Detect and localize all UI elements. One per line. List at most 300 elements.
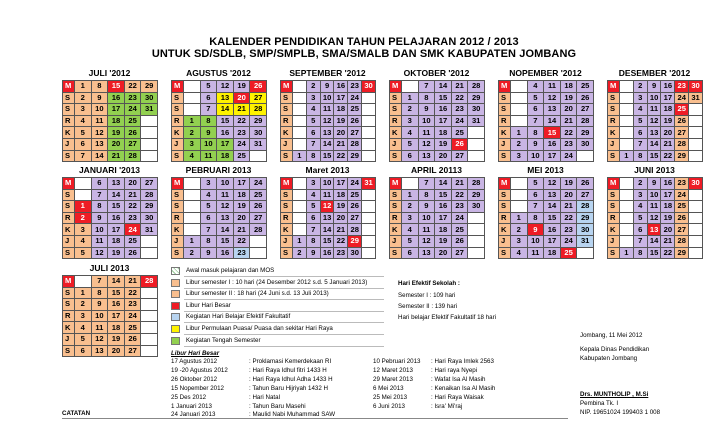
day-cell: 30 (250, 127, 267, 139)
day-cell: 8 (418, 92, 435, 104)
day-cell: 9 (306, 247, 320, 259)
day-cell: 26 (250, 81, 267, 93)
day-cell: 29 (141, 201, 158, 213)
day-cell: 14 (91, 150, 108, 162)
holiday-entry: 12 Maret 2013 (373, 366, 413, 374)
day-cell (362, 138, 376, 150)
week-row (63, 127, 158, 139)
day-cell: 1 (184, 235, 201, 247)
day-cell: 10 (418, 115, 435, 127)
day-cell: 19 (435, 235, 452, 247)
day-cell: 31 (468, 115, 485, 127)
weekday-cell: S (172, 189, 184, 201)
day-cell: 13 (418, 247, 435, 259)
day-cell: 21 (334, 224, 348, 236)
week-row (281, 92, 376, 104)
day-cell: 3 (200, 178, 217, 190)
day-cell: 4 (75, 115, 92, 127)
day-cell: 12 (418, 235, 435, 247)
day-cell (689, 115, 703, 127)
day-cell: 25 (348, 104, 362, 116)
day-cell: 2 (402, 104, 419, 116)
week-row (172, 235, 267, 247)
weekday-cell: S (172, 201, 184, 213)
month-table (62, 275, 158, 357)
legend-label: Libur semester II : 18 hari (24 Juni s.d. 13 Juli 2013) (186, 290, 329, 298)
signature-nip: NIP. 19651024 199403 1 008 (580, 409, 661, 416)
weekday-cell: K (172, 127, 184, 139)
effective-sem1: Semester I : 109 hari (398, 292, 456, 299)
weekday-cell: S (499, 201, 511, 213)
weekday-cell: K (281, 224, 293, 236)
day-cell: 16 (544, 138, 561, 150)
day-cell: 13 (217, 212, 234, 224)
day-cell: 9 (320, 81, 334, 93)
weekday-cell: R (390, 115, 402, 127)
day-cell (141, 299, 158, 311)
day-cell: 10 (320, 92, 334, 104)
day-cell: 2 (402, 201, 419, 213)
day-cell: 22 (560, 212, 577, 224)
day-cell: 17 (233, 178, 250, 190)
day-cell: 18 (661, 201, 675, 213)
holiday-entry: 24 Januari 2013 (171, 411, 216, 419)
day-cell (141, 322, 158, 334)
week-row (608, 189, 703, 201)
week-row (499, 150, 594, 162)
week-row (499, 138, 594, 150)
day-cell (620, 189, 634, 201)
day-cell: 15 (108, 287, 125, 299)
day-cell: 3 (511, 150, 528, 162)
day-cell: 15 (320, 150, 334, 162)
day-cell: 31 (362, 178, 376, 190)
week-row (390, 224, 485, 236)
day-cell: 23 (451, 104, 468, 116)
weekday-cell: S (608, 92, 620, 104)
day-cell (141, 138, 158, 150)
day-cell: 1 (511, 212, 528, 224)
holiday-entry: : Tahun Baru Masehi (249, 402, 306, 410)
weekday-cell: K (390, 224, 402, 236)
day-cell: 2 (511, 138, 528, 150)
day-cell: 4 (184, 150, 201, 162)
holiday-entry: : Maulid Nabi Muhammad SAW (249, 411, 336, 419)
month-table (280, 177, 376, 259)
day-cell (141, 247, 158, 259)
day-cell: 6 (91, 178, 108, 190)
day-cell: 7 (91, 189, 108, 201)
weekday-cell: R (608, 212, 620, 224)
weekday-cell: S (281, 104, 293, 116)
day-cell: 28 (141, 189, 158, 201)
day-cell: 10 (91, 104, 108, 116)
day-cell: 29 (468, 189, 485, 201)
day-cell: 9 (647, 178, 661, 190)
holidays-title: Libur Hari Besar (171, 350, 220, 357)
day-cell (620, 127, 634, 139)
legend-swatch (171, 313, 180, 321)
day-cell: 29 (250, 115, 267, 127)
day-cell: 26 (577, 92, 594, 104)
day-cell: 27 (577, 189, 594, 201)
day-cell: 26 (451, 138, 468, 150)
day-cell: 22 (334, 150, 348, 162)
day-cell: 5 (75, 247, 92, 259)
day-cell (689, 201, 703, 213)
holiday-entry: : Proklamasi Kemerdekaan RI (249, 358, 332, 365)
week-row (63, 115, 158, 127)
week-row (390, 104, 485, 116)
day-cell: 19 (233, 81, 250, 93)
week-row (172, 115, 267, 127)
day-cell (689, 104, 703, 116)
week-row (608, 235, 703, 247)
week-row (390, 235, 485, 247)
day-cell: 16 (217, 127, 234, 139)
weekday-cell: R (281, 212, 293, 224)
day-cell: 14 (108, 276, 125, 288)
day-cell: 30 (362, 81, 376, 93)
month-title: SEPTEMBER '2012 (289, 68, 366, 78)
week-row (172, 127, 267, 139)
day-cell: 3 (306, 178, 320, 190)
week-row (63, 322, 158, 334)
week-row (172, 201, 267, 213)
week-row (499, 201, 594, 213)
day-cell: 20 (560, 104, 577, 116)
day-cell: 8 (91, 287, 108, 299)
day-cell (141, 333, 158, 345)
day-cell: 29 (675, 150, 689, 162)
day-cell: 13 (647, 224, 661, 236)
day-cell: 15 (435, 92, 452, 104)
day-cell: 23 (675, 178, 689, 190)
day-cell: 4 (402, 127, 419, 139)
day-cell: 1 (75, 201, 92, 213)
day-cell: 16 (544, 224, 561, 236)
day-cell: 20 (108, 138, 125, 150)
day-cell (362, 127, 376, 139)
day-cell: 17 (661, 92, 675, 104)
day-cell: 21 (661, 138, 675, 150)
legend-swatch (171, 337, 180, 345)
month-title: OKTOBER '2012 (403, 68, 470, 78)
day-cell: 21 (661, 235, 675, 247)
day-cell (141, 150, 158, 162)
day-cell: 11 (647, 201, 661, 213)
week-row (63, 333, 158, 345)
legend-swatch (171, 325, 180, 333)
day-cell: 25 (560, 247, 577, 259)
day-cell: 25 (451, 224, 468, 236)
day-cell: 5 (633, 115, 647, 127)
week-row (390, 115, 485, 127)
week-row (608, 81, 703, 93)
weekday-cell: J (281, 138, 293, 150)
day-cell: 3 (402, 115, 419, 127)
legend-label: Awal masuk pelajaran dan MOS (186, 267, 275, 274)
day-cell: 24 (451, 115, 468, 127)
month-title: JANUARI '2013 (78, 165, 141, 175)
day-cell (141, 127, 158, 139)
day-cell (402, 178, 419, 190)
day-cell: 7 (633, 235, 647, 247)
holiday-entry: 29 Maret 2013 (373, 375, 413, 383)
day-cell: 7 (75, 150, 92, 162)
day-cell: 1 (293, 150, 307, 162)
week-row (499, 235, 594, 247)
week-row (390, 81, 485, 93)
day-cell (362, 224, 376, 236)
day-cell (620, 81, 634, 93)
weekday-cell: S (499, 104, 511, 116)
day-cell (293, 138, 307, 150)
weekday-cell: J (608, 235, 620, 247)
weekday-cell: J (63, 235, 75, 247)
day-cell: 4 (633, 201, 647, 213)
day-cell: 11 (418, 224, 435, 236)
day-cell: 11 (217, 189, 234, 201)
day-cell: 16 (320, 247, 334, 259)
weekday-cell: J (172, 138, 184, 150)
weekday-cell: R (63, 212, 75, 224)
day-cell: 14 (435, 178, 452, 190)
day-cell: 8 (527, 127, 544, 139)
day-cell (184, 81, 201, 93)
week-row (63, 345, 158, 357)
day-cell: 20 (334, 127, 348, 139)
day-cell: 5 (200, 81, 217, 93)
day-cell: 26 (124, 333, 141, 345)
day-cell: 7 (527, 115, 544, 127)
day-cell: 25 (233, 150, 250, 162)
week-row (499, 212, 594, 224)
day-cell (511, 115, 528, 127)
day-cell: 27 (675, 224, 689, 236)
day-cell: 30 (468, 201, 485, 213)
day-cell (620, 224, 634, 236)
weekday-cell: S (608, 247, 620, 259)
day-cell: 19 (108, 247, 125, 259)
day-cell: 3 (184, 138, 201, 150)
day-cell: 21 (451, 81, 468, 93)
month-table (498, 177, 594, 259)
day-cell (184, 92, 201, 104)
weekday-cell: M (63, 178, 75, 190)
weekday-cell: K (281, 127, 293, 139)
week-row (63, 81, 158, 93)
day-cell: 8 (306, 235, 320, 247)
day-cell: 13 (544, 104, 561, 116)
weekday-cell: R (172, 212, 184, 224)
week-row (608, 247, 703, 259)
day-cell: 25 (124, 322, 141, 334)
day-cell: 15 (647, 247, 661, 259)
day-cell: 11 (647, 104, 661, 116)
day-cell: 7 (200, 224, 217, 236)
day-cell: 14 (320, 138, 334, 150)
day-cell: 23 (560, 138, 577, 150)
day-cell: 2 (633, 178, 647, 190)
day-cell: 17 (544, 150, 561, 162)
week-row (608, 127, 703, 139)
week-row (172, 189, 267, 201)
day-cell: 18 (108, 322, 125, 334)
day-cell: 14 (217, 104, 234, 116)
day-cell: 17 (217, 138, 234, 150)
weekday-cell: K (499, 224, 511, 236)
day-cell: 8 (418, 189, 435, 201)
day-cell: 5 (527, 178, 544, 190)
weekday-cell: M (390, 178, 402, 190)
week-row (281, 189, 376, 201)
day-cell: 6 (527, 104, 544, 116)
week-row (172, 138, 267, 150)
week-row (63, 178, 158, 190)
day-cell: 9 (200, 247, 217, 259)
weekday-cell: R (499, 115, 511, 127)
day-cell: 22 (334, 235, 348, 247)
day-cell: 8 (306, 150, 320, 162)
week-row (608, 212, 703, 224)
weekday-cell: J (63, 333, 75, 345)
day-cell: 11 (91, 115, 108, 127)
day-cell (184, 201, 201, 213)
week-row (390, 178, 485, 190)
week-row (499, 178, 594, 190)
day-cell (689, 235, 703, 247)
day-cell: 4 (306, 189, 320, 201)
day-cell: 9 (418, 201, 435, 213)
day-cell (141, 235, 158, 247)
day-cell (689, 224, 703, 236)
day-cell: 28 (141, 276, 158, 288)
month-title: NOPEMBER '2012 (509, 68, 582, 78)
day-cell: 29 (348, 235, 362, 247)
day-cell: 20 (233, 212, 250, 224)
day-cell: 19 (560, 92, 577, 104)
month-title: JUNI 2013 (634, 165, 675, 175)
day-cell: 28 (577, 115, 594, 127)
day-cell: 24 (560, 150, 577, 162)
week-row (281, 150, 376, 162)
day-cell: 11 (527, 247, 544, 259)
day-cell: 3 (306, 92, 320, 104)
day-cell (468, 150, 485, 162)
day-cell: 15 (320, 235, 334, 247)
week-row (390, 189, 485, 201)
day-cell: 22 (233, 235, 250, 247)
day-cell: 28 (675, 235, 689, 247)
legend-underline (184, 322, 384, 323)
day-cell: 17 (334, 92, 348, 104)
day-cell: 23 (675, 81, 689, 93)
week-row (499, 81, 594, 93)
legend-label: Libur Hari Besar (186, 301, 231, 309)
week-row (63, 92, 158, 104)
day-cell (689, 189, 703, 201)
day-cell: 31 (577, 235, 594, 247)
day-cell: 20 (233, 92, 250, 104)
weekday-cell: J (499, 138, 511, 150)
day-cell: 27 (451, 247, 468, 259)
day-cell: 6 (75, 345, 92, 357)
week-row (63, 150, 158, 162)
day-cell (250, 247, 267, 259)
day-cell: 23 (233, 247, 250, 259)
day-cell: 8 (200, 235, 217, 247)
holiday-entry: : Hari Raya Waisak (431, 393, 484, 401)
day-cell: 17 (334, 178, 348, 190)
month-title: APRIL 20113 (411, 165, 462, 175)
day-cell: 20 (108, 345, 125, 357)
day-cell: 17 (435, 115, 452, 127)
week-row (281, 235, 376, 247)
weekday-cell: M (281, 178, 293, 190)
day-cell: 28 (250, 104, 267, 116)
week-row (172, 92, 267, 104)
day-cell (293, 178, 307, 190)
week-row (281, 115, 376, 127)
day-cell: 9 (91, 212, 108, 224)
weekday-cell: S (499, 150, 511, 162)
day-cell: 15 (217, 115, 234, 127)
legend-underline (184, 288, 384, 289)
weekday-cell: S (63, 345, 75, 357)
day-cell: 26 (348, 201, 362, 213)
month-title: AGUSTUS '2012 (186, 68, 251, 78)
day-cell (293, 104, 307, 116)
month-table (62, 80, 158, 162)
weekday-cell: K (63, 127, 75, 139)
day-cell: 12 (217, 201, 234, 213)
week-row (63, 138, 158, 150)
day-cell: 23 (451, 201, 468, 213)
signature-place-date: Jombang, 11 Mei 2012 (580, 332, 643, 339)
day-cell: 18 (108, 235, 125, 247)
day-cell: 7 (306, 224, 320, 236)
day-cell: 1 (402, 189, 419, 201)
weekday-cell: S (63, 287, 75, 299)
weekday-cell: R (608, 115, 620, 127)
day-cell: 16 (108, 212, 125, 224)
day-cell (184, 224, 201, 236)
day-cell: 13 (217, 92, 234, 104)
week-row (390, 150, 485, 162)
day-cell: 31 (141, 104, 158, 116)
signature-office-1: Kepala Dinas Pendidikan (580, 346, 650, 353)
day-cell: 26 (675, 212, 689, 224)
day-cell: 31 (141, 224, 158, 236)
day-cell (620, 212, 634, 224)
weekday-cell: S (390, 150, 402, 162)
day-cell (689, 212, 703, 224)
day-cell: 28 (348, 224, 362, 236)
day-cell: 30 (141, 212, 158, 224)
month-table (607, 80, 703, 162)
day-cell (511, 201, 528, 213)
holiday-entry: : Hari Raya Imlek 2563 (431, 358, 494, 365)
legend-underline (184, 276, 384, 277)
month-table (280, 80, 376, 162)
day-cell: 15 (435, 189, 452, 201)
week-row (390, 247, 485, 259)
day-cell: 18 (435, 127, 452, 139)
day-cell: 11 (91, 322, 108, 334)
week-row (390, 127, 485, 139)
day-cell (362, 247, 376, 259)
